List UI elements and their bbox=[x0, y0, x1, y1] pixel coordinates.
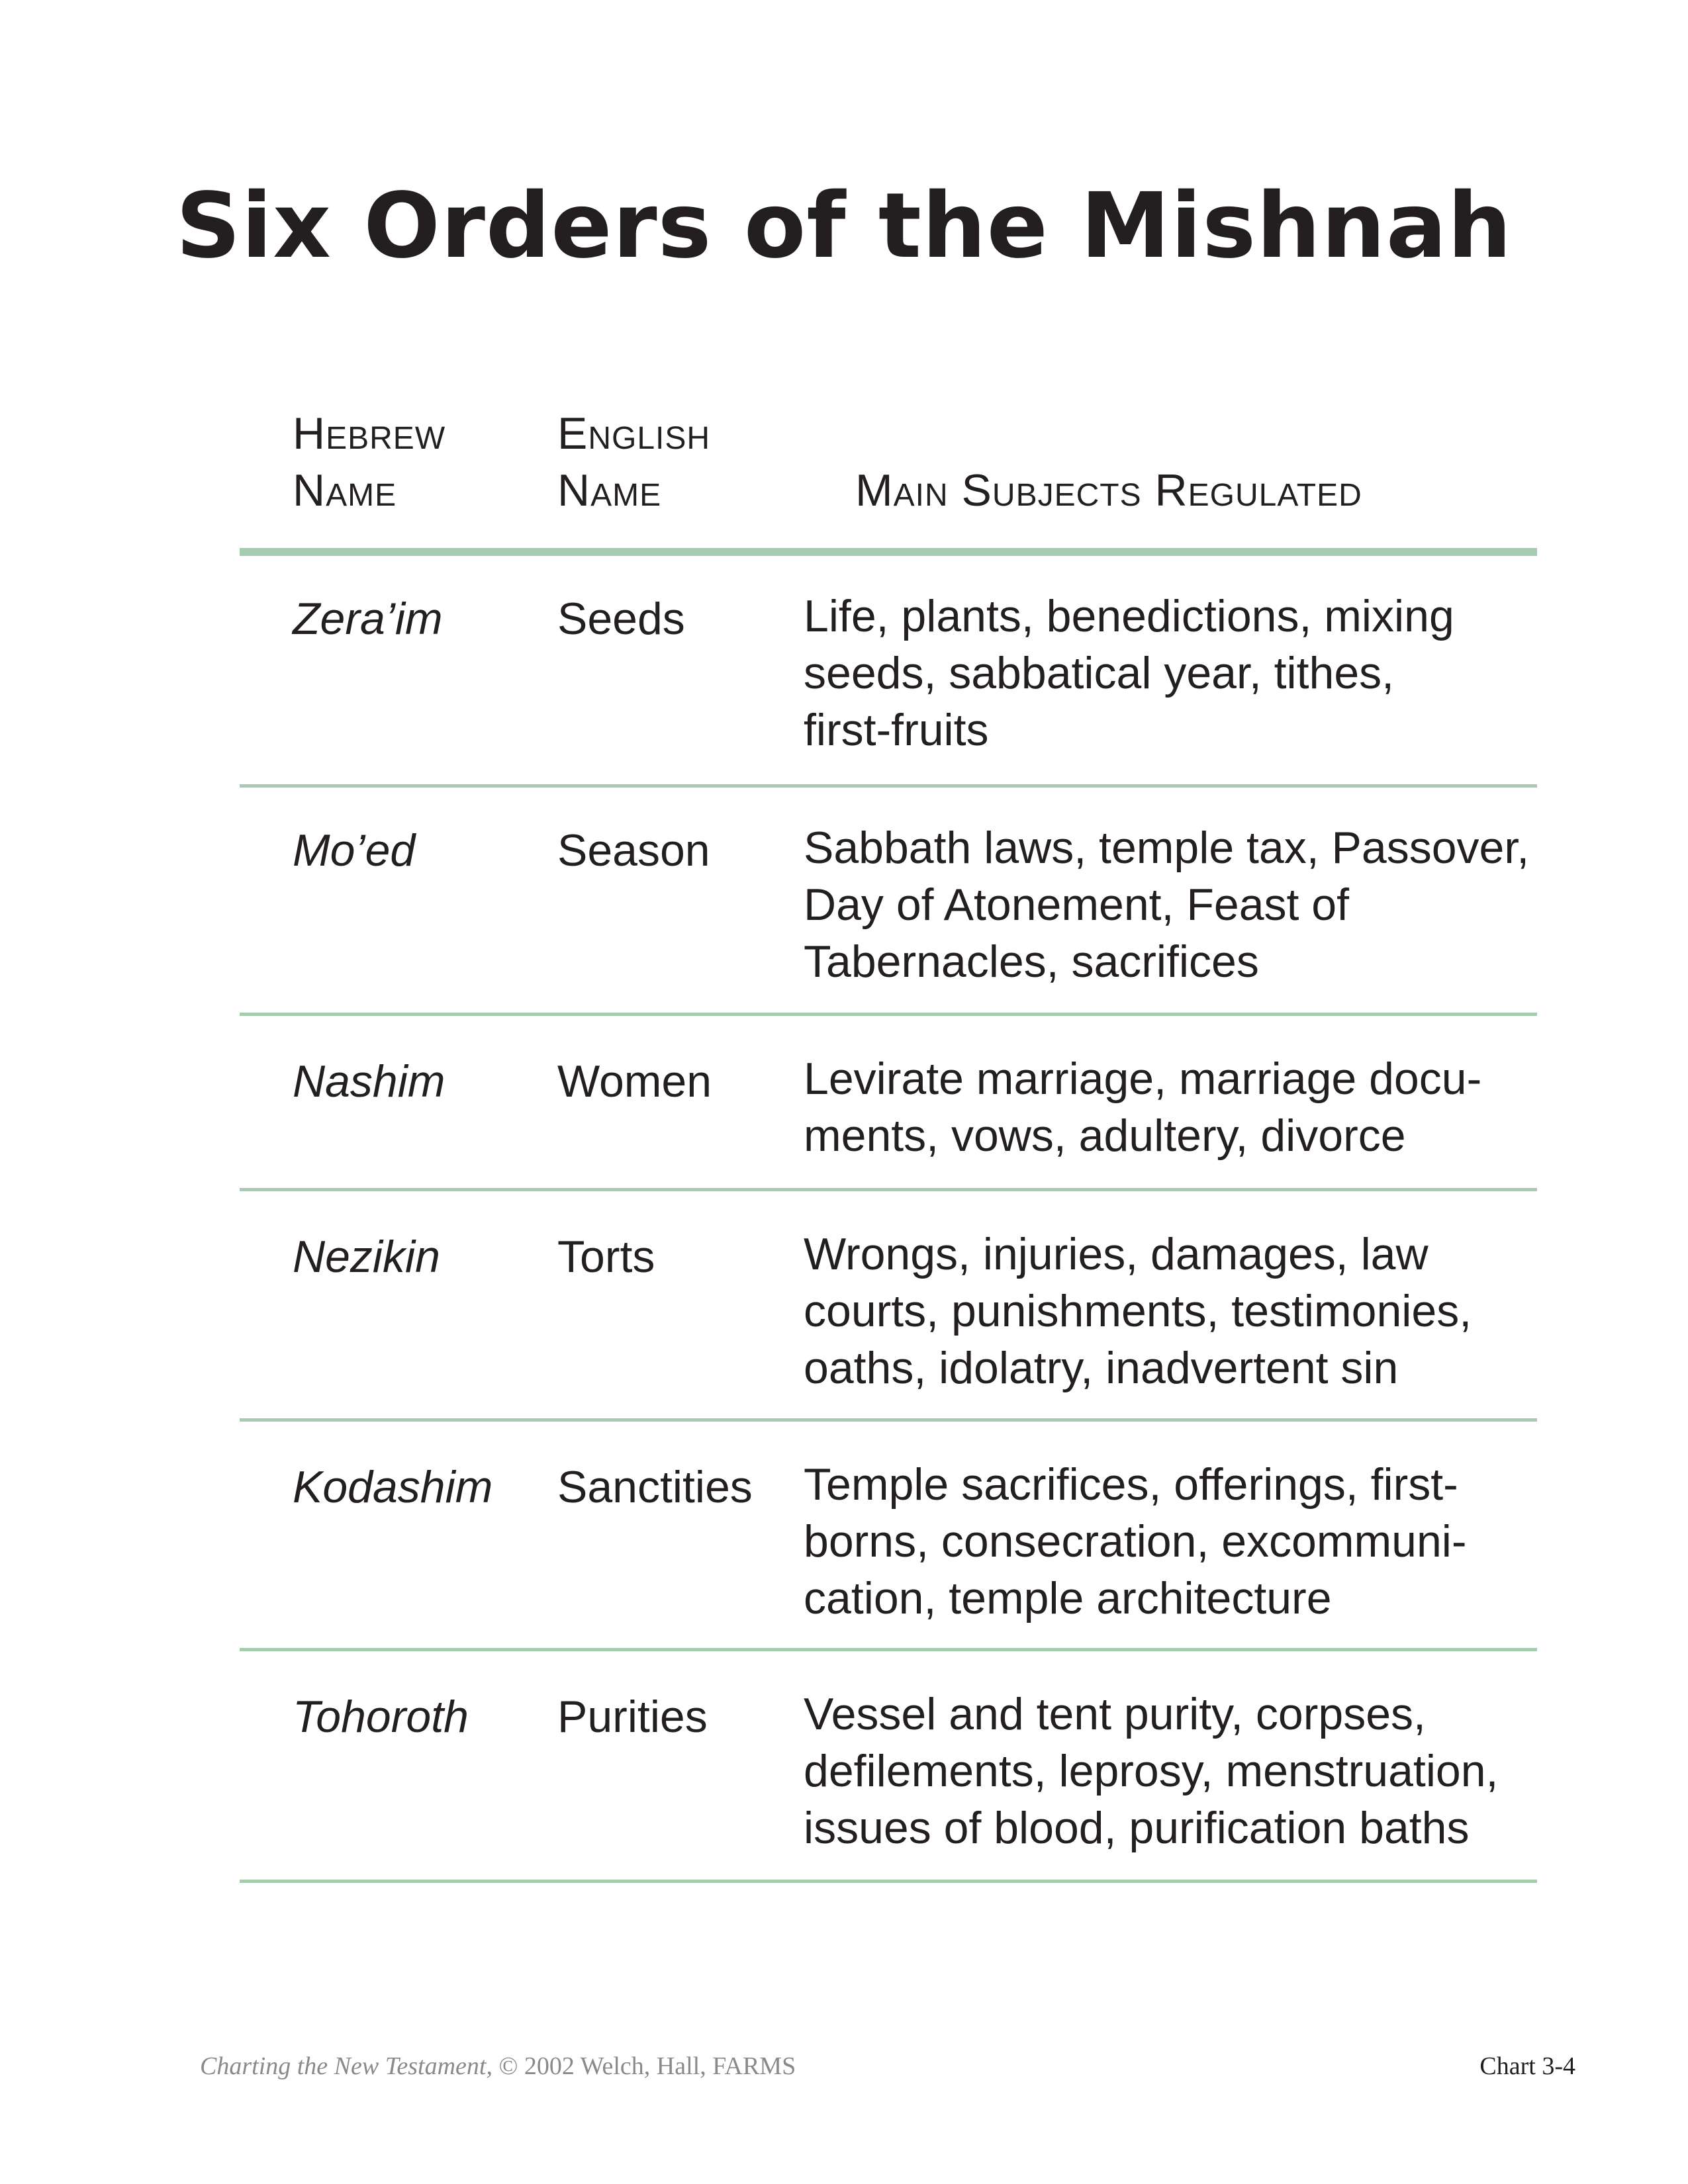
mishnah-table bbox=[240, 397, 1537, 1883]
footer-chart-number: Chart 3-4 bbox=[1479, 2052, 1575, 2080]
page-title: Six Orders of the Mishnah bbox=[175, 174, 1513, 279]
subjects-line: cation, temple architecture bbox=[804, 1573, 1332, 1623]
english-name-cell: Sanctities bbox=[557, 1462, 753, 1512]
english-name-cell: Seeds bbox=[557, 594, 685, 644]
subjects-cell bbox=[804, 1050, 1537, 1164]
footer-copyright: © 2002 Welch, Hall, FARMS bbox=[492, 2052, 796, 2080]
english-name-cell: Season bbox=[557, 825, 710, 876]
hebrew-name-cell: Nashim bbox=[293, 1056, 445, 1107]
subjects-line: Levirate marriage, marriage docu- bbox=[804, 1054, 1482, 1104]
subjects-line: first-fruits bbox=[804, 705, 989, 755]
header-main-subjects: Main Subjects Regulated bbox=[855, 465, 1362, 516]
subjects-line: courts, punishments, testimonies, bbox=[804, 1286, 1472, 1336]
subjects-line: Life, plants, benedictions, mixing bbox=[804, 591, 1454, 641]
english-name-cell: Torts bbox=[557, 1232, 655, 1282]
footer-citation bbox=[200, 2052, 796, 2081]
hebrew-name-cell: Tohoroth bbox=[293, 1692, 469, 1742]
table-header bbox=[240, 397, 1537, 556]
table-row bbox=[240, 788, 1537, 1016]
hebrew-name-cell: Kodashim bbox=[293, 1462, 493, 1512]
subjects-line: Wrongs, injuries, damages, law bbox=[804, 1229, 1429, 1279]
english-name-cell: Women bbox=[557, 1056, 712, 1107]
subjects-line: oaths, idolatry, inadvertent sin bbox=[804, 1343, 1399, 1393]
header-english-line-2: Name bbox=[557, 465, 662, 516]
hebrew-name-cell: Mo’ed bbox=[293, 825, 416, 876]
footer-book-title: Charting the New Testament, bbox=[200, 2052, 492, 2080]
table-row bbox=[240, 556, 1537, 788]
subjects-line: Temple sacrifices, offerings, first- bbox=[804, 1459, 1458, 1510]
header-hebrew-name bbox=[293, 405, 445, 519]
subjects-line: issues of blood, purification baths bbox=[804, 1803, 1470, 1853]
header-hebrew-line-2: Name bbox=[293, 465, 397, 516]
subjects-line: defilements, leprosy, menstruation, bbox=[804, 1746, 1499, 1796]
header-hebrew-line-1: Hebrew bbox=[293, 408, 446, 459]
subjects-line: seeds, sabbatical year, tithes, bbox=[804, 648, 1395, 698]
subjects-cell bbox=[804, 1226, 1537, 1396]
english-name-cell: Purities bbox=[557, 1692, 708, 1742]
subjects-line: ments, vows, adultery, divorce bbox=[804, 1111, 1406, 1161]
subjects-line: Sabbath laws, temple tax, Passover, bbox=[804, 823, 1530, 873]
table-row bbox=[240, 1651, 1537, 1883]
subjects-line: Day of Atonement, Feast of bbox=[804, 880, 1350, 930]
subjects-line: Vessel and tent purity, corpses, bbox=[804, 1689, 1426, 1739]
subjects-cell bbox=[804, 1456, 1537, 1627]
header-english-name bbox=[557, 405, 710, 519]
table-row bbox=[240, 1016, 1537, 1191]
subjects-cell bbox=[804, 819, 1537, 990]
header-english-line-1: English bbox=[557, 408, 711, 459]
subjects-line: borns, consecration, excommuni- bbox=[804, 1516, 1467, 1567]
hebrew-name-cell: Zera’im bbox=[293, 594, 443, 644]
table-row bbox=[240, 1191, 1537, 1422]
hebrew-name-cell: Nezikin bbox=[293, 1232, 440, 1282]
subjects-line: Tabernacles, sacrifices bbox=[804, 936, 1259, 987]
subjects-cell bbox=[804, 588, 1537, 758]
subjects-cell bbox=[804, 1686, 1537, 1856]
table-row bbox=[240, 1422, 1537, 1651]
